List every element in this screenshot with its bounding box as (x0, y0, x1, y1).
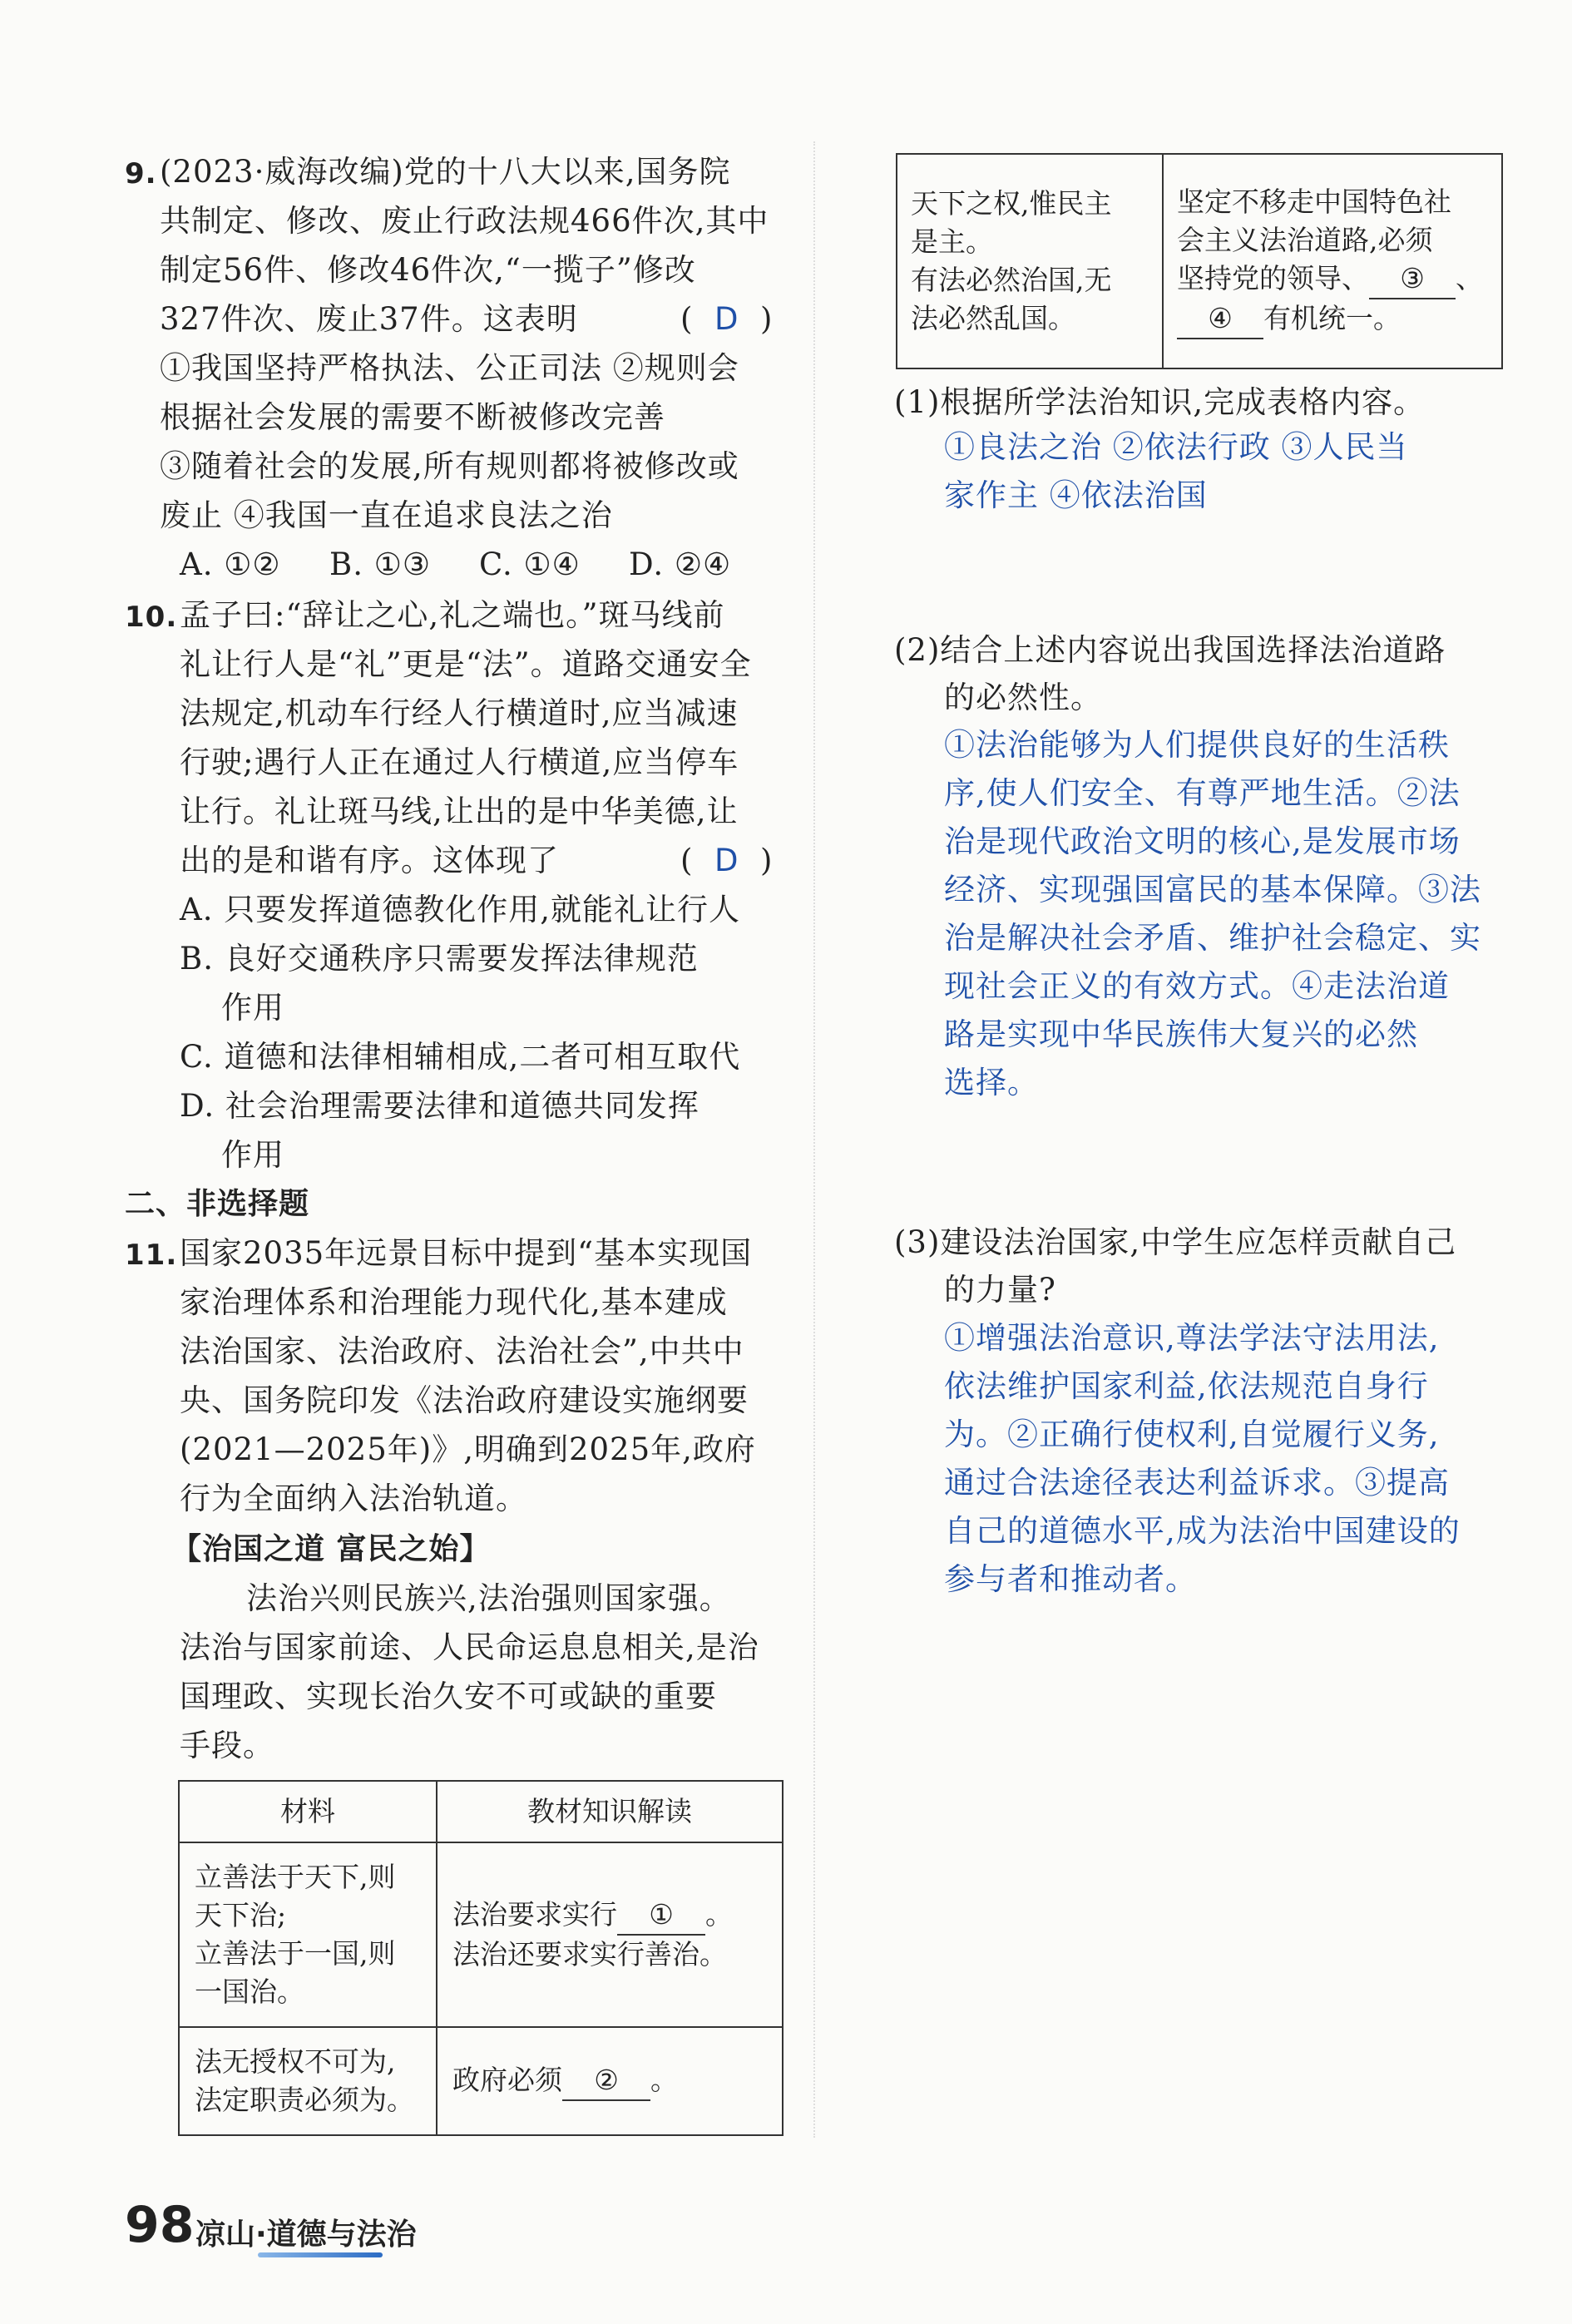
question-text-line: 行为全面纳入法治轨道。 (180, 1481, 527, 1516)
question-text-line: 国家2035年远景目标中提到“基本实现国 (180, 1235, 753, 1271)
answer-choice: D (714, 301, 739, 337)
option-d: D. 社会治理需要法律和道德共同发挥 (180, 1088, 699, 1124)
cell-text: 坚持党的领导、 (1177, 262, 1369, 294)
cell-text: 法治要求实行 (452, 1898, 617, 1931)
passage-line: 法治兴则民族兴,法治强则国家强。 (246, 1580, 731, 1616)
section-title: 二、非选择题 (125, 1187, 310, 1221)
question-text-line: 出的是和谐有序。这体现了 (180, 843, 559, 878)
sub-question-3: (3)建设法治国家,中学生应怎样贡献自己 (894, 1224, 1457, 1260)
passage-line: 手段。 (180, 1728, 274, 1763)
answer-line: 经济、实现强国富民的基本保障。③法 (944, 872, 1481, 907)
option-a: A. 只要发挥道德教化作用,就能礼让行人 (180, 892, 741, 927)
cell-text: 、 (1456, 262, 1483, 294)
statement-line: ①我国坚持严格执法、公正司法 ②规则会 (160, 350, 739, 386)
option-c: C. ①④ (479, 546, 581, 582)
passage-line: 国理政、实现长治久安不可或缺的重要 (180, 1679, 717, 1714)
answer-paren: ( D ) (680, 843, 774, 878)
question-text-line: 家治理体系和治理能力现代化,基本建成 (180, 1284, 728, 1320)
answer-line: ①良法之治 ②依法行政 ③人民当 (944, 429, 1408, 465)
continued-table (896, 153, 1503, 369)
question-text-line: 制定56件、修改46件次,“一揽子”修改 (160, 252, 696, 288)
option-b-cont: 作用 (221, 990, 284, 1026)
column-divider (813, 141, 815, 2138)
blank-2: ② (562, 2061, 650, 2101)
option-a: A. ①② (180, 546, 281, 582)
answer-line: 治是解决社会矛盾、维护社会稳定、实 (944, 920, 1481, 956)
answer-line: 治是现代政治文明的核心,是发展市场 (944, 823, 1461, 859)
table-cell-material (179, 1842, 437, 2027)
blank-1: ① (617, 1896, 705, 1936)
sub-question-2-cont: 的必然性。 (944, 680, 1102, 715)
table-cell-material (897, 154, 1163, 368)
material-table (178, 1780, 784, 2136)
cell-line: 天下治; (195, 1899, 287, 1931)
cell-line: 会主义法治道路,必须 (1177, 224, 1433, 256)
subsection-title: 【治国之道 富民之始】 (171, 1532, 491, 1566)
option-d: D. ②④ (629, 546, 732, 582)
cell-line: 法无授权不可为, (195, 2045, 396, 2078)
cell-line: 法定职责必须为。 (195, 2084, 414, 2116)
cell-line: 有法必然治国,无 (911, 264, 1112, 296)
table-cell-material (179, 2027, 437, 2135)
answer-line: ①增强法治意识,尊法学法守法用法, (944, 1320, 1440, 1356)
table-header-reading: 教材知识解读 (437, 1781, 783, 1842)
cell-text: 政府必须 (452, 2064, 562, 2096)
answer-line: 为。②正确行使权利,自觉履行义务, (944, 1417, 1440, 1452)
cell-text: 法治还要求实行善治。 (452, 1938, 727, 1970)
question-text-line: (2021—2025年)》,明确到2025年,政府 (180, 1431, 756, 1467)
question-number: 9. (125, 157, 157, 190)
answer-line: 参与者和推动者。 (944, 1561, 1197, 1597)
cell-line: 立善法于天下,则 (195, 1861, 396, 1893)
question-number: 10. (125, 601, 178, 634)
answer-line: ①法治能够为人们提供良好的生活秩 (944, 727, 1450, 763)
cell-line: 一国治。 (195, 1975, 304, 2008)
option-b: B. ①③ (329, 546, 432, 582)
table-cell-reading (1163, 154, 1502, 368)
question-text-line: 共制定、修改、废止行政法规466件次,其中 (160, 203, 769, 239)
answer-line: 通过合法途径表达利益诉求。③提高 (944, 1465, 1450, 1501)
sub-question-2: (2)结合上述内容说出我国选择法治道路 (894, 632, 1446, 668)
statement-line: 废止 ④我国一直在追求良法之治 (160, 497, 613, 533)
question-text-line: 让行。礼让斑马线,让出的是中华美德,让 (180, 794, 739, 829)
question-text-line: 礼让行人是“礼”更是“法”。道路交通安全 (180, 646, 752, 682)
answer-line: 依法维护国家利益,依法规范自身行 (944, 1368, 1429, 1404)
answer-line: 路是实现中华民族伟大复兴的必然 (944, 1016, 1418, 1052)
table-cell-reading (437, 1842, 783, 2027)
question-text-line: 法规定,机动车行经人行横道时,应当减速 (180, 695, 739, 731)
question-number: 11. (125, 1239, 178, 1272)
blank-3: ③ (1369, 260, 1456, 299)
book-title: 凉山·道德与法治 (195, 2218, 417, 2252)
sub-question-1: (1)根据所学法治知识,完成表格内容。 (894, 384, 1426, 420)
footer-decoration (258, 2252, 383, 2257)
answer-line: 家作主 ④依法治国 (944, 477, 1208, 513)
question-text-line: 孟子曰:“辞让之心,礼之端也。”斑马线前 (180, 597, 725, 633)
cell-line: 天下之权,惟民主 (911, 187, 1112, 220)
page-number: 98 (125, 2196, 195, 2254)
question-text-line: 行驶;遇行人正在通过人行横道,应当停车 (180, 744, 739, 780)
cell-text: 。 (650, 2064, 678, 2096)
question-text-line: 央、国务院印发《法治政府建设实施纲要 (180, 1382, 749, 1418)
cell-line: 坚定不移走中国特色社 (1177, 185, 1451, 218)
statement-line: 根据社会发展的需要不断被修改完善 (160, 399, 665, 435)
blank-4: ④ (1177, 299, 1263, 339)
table-header-material: 材料 (179, 1781, 437, 1842)
table-cell-reading (437, 2027, 783, 2135)
answer-line: 选择。 (944, 1065, 1039, 1100)
option-b: B. 良好交通秩序只需要发挥法律规范 (180, 941, 699, 977)
cell-line: 法必然乱国。 (911, 302, 1075, 334)
question-text-line: 法治国家、法治政府、法治社会”,中共中 (180, 1333, 744, 1369)
question-text-line: (2023·威海改编)党的十八大以来,国务院 (160, 154, 731, 190)
passage-line: 法治与国家前途、人民命运息息相关,是治 (180, 1629, 759, 1665)
cell-text: 有机统一。 (1263, 302, 1401, 334)
cell-text: 。 (705, 1898, 733, 1931)
answer-paren: ( D ) (680, 301, 774, 337)
cell-line: 立善法于一国,则 (195, 1937, 396, 1970)
answer-line: 序,使人们安全、有尊严地生活。②法 (944, 775, 1461, 811)
cell-line: 是主。 (911, 225, 993, 258)
answer-line: 现社会正义的有效方式。④走法治道 (944, 968, 1450, 1004)
option-c: C. 道德和法律相辅相成,二者可相互取代 (180, 1039, 741, 1075)
option-d-cont: 作用 (221, 1137, 284, 1173)
answer-line: 自己的道德水平,成为法治中国建设的 (944, 1513, 1461, 1549)
answer-choice: D (714, 843, 739, 878)
question-text-line: 327件次、废止37件。这表明 (160, 301, 578, 337)
sub-question-3-cont: 的力量? (944, 1272, 1056, 1308)
statement-line: ③随着社会的发展,所有规则都将被修改或 (160, 448, 739, 484)
